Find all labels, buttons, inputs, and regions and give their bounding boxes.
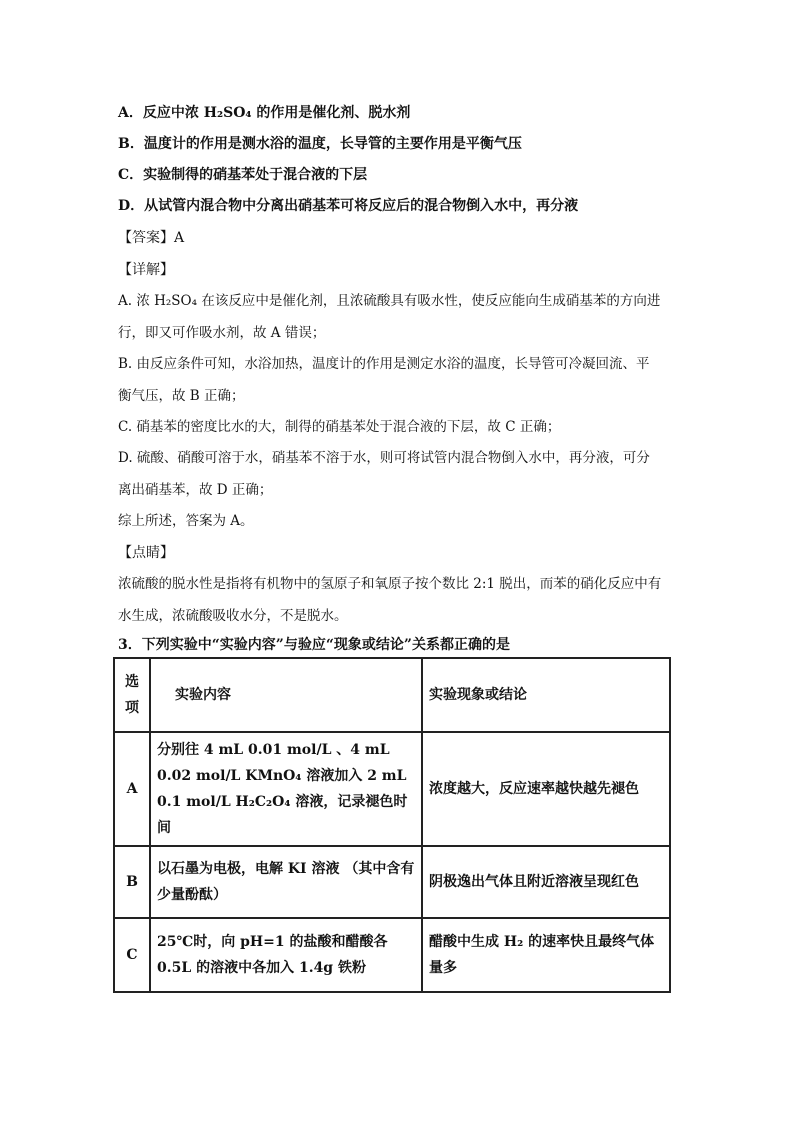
tip-label: 【点睛】 <box>118 545 174 561</box>
explain-summary: 综上所述，答案为 A。 <box>118 513 254 529</box>
table-row <box>114 846 670 918</box>
experiment-table <box>113 657 671 993</box>
option-b: B．温度计的作用是测水浴的温度，长导管的主要作用是平衡气压 <box>118 136 522 152</box>
explain-b-line1: B. 由反应条件可知，水浴加热，温度计的作用是测定水浴的温度，长导管可冷凝回流、平 <box>118 356 650 372</box>
row-result: 浓度越大，反应速率越快越先褪色 <box>422 732 670 846</box>
header-option: 选项 <box>114 658 150 732</box>
explain-c-line1: C. 硝基苯的密度比水的大，制得的硝基苯处于混合液的下层，故 C 正确； <box>118 419 561 435</box>
row-option: B <box>114 846 150 918</box>
row-result: 醋酸中生成 H₂ 的速率快且最终气体量多 <box>422 918 670 992</box>
option-a: A．反应中浓 H₂SO₄ 的作用是催化剂、脱水剂 <box>118 105 411 121</box>
row-content: 25℃时，向 pH=1 的盐酸和醋酸各 0.5L 的溶液中各加入 1.4g 铁粉 <box>150 918 422 992</box>
explain-d-line2: 离出硝基苯，故 D 正确； <box>118 482 273 498</box>
tip-line2: 水生成，浓硫酸吸收水分，不是脱水。 <box>118 608 348 624</box>
row-content: 以石墨为电极，电解 KI 溶液 （其中含有少量酚酞） <box>150 846 422 918</box>
row-option: A <box>114 732 150 846</box>
row-result: 阴极逸出气体且附近溶液呈现红色 <box>422 846 670 918</box>
table-row <box>114 732 670 846</box>
tip-line1: 浓硫酸的脱水性是指将有机物中的氢原子和氧原子按个数比 2:1 脱出，而苯的硝化反应中有 <box>118 576 662 592</box>
row-option: C <box>114 918 150 992</box>
option-d: D．从试管内混合物中分离出硝基苯可将反应后的混合物倒入水中，再分液 <box>118 198 579 214</box>
question-3: 3．下列实验中“实验内容”与验应“现象或结论”关系都正确的是 <box>118 637 510 653</box>
table-row <box>114 918 670 992</box>
explain-d-line1: D. 硫酸、硝酸可溶于水，硝基苯不溶于水，则可将试管内混合物倒入水中，再分液，可分 <box>118 450 650 466</box>
option-c: C．实验制得的硝基苯处于混合液的下层 <box>118 167 368 183</box>
explain-label: 【详解】 <box>118 262 174 278</box>
header-content: 实验内容 <box>150 658 422 732</box>
explain-a-line2: 行，即又可作吸水剂，故 A 错误； <box>118 325 326 341</box>
answer-label: 【答案】A <box>118 230 185 246</box>
row-content: 分别往 4 mL 0.01 mol/L 、4 mL 0.02 mol/L KMnO₄ 溶液加入 2 mL 0.1 mol/L H₂C₂O₄ 溶液，记录褪色时间 <box>150 732 422 846</box>
explain-a-line1: A. 浓 H₂SO₄ 在该反应中是催化剂，且浓硫酸具有吸水性，使反应能向生成硝基苯的方向进 <box>118 293 661 309</box>
header-result: 实验现象或结论 <box>422 658 670 732</box>
explain-b-line2: 衡气压，故 B 正确； <box>118 388 245 404</box>
table-header-row <box>114 658 670 732</box>
